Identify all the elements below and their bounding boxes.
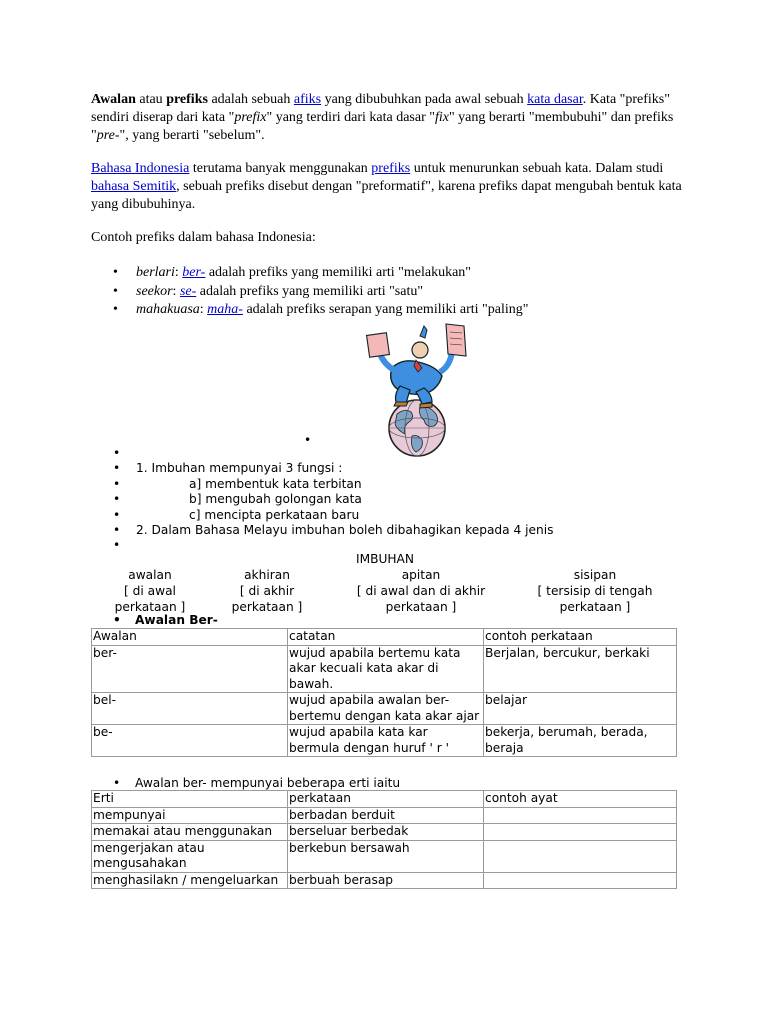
- text: yang dibubuhkan pada awal sebuah: [321, 92, 528, 107]
- bullet: •: [113, 613, 121, 627]
- text: untuk menurunkan sebuah kata. Dalam studi: [410, 161, 664, 176]
- italic-prefix: prefix: [234, 110, 267, 125]
- type-desc: [ di akhir: [239, 584, 295, 598]
- type-desc: [ di awal: [124, 584, 176, 598]
- link-kata-dasar[interactable]: kata dasar: [527, 92, 583, 107]
- text: atau: [135, 92, 167, 107]
- table-row: [92, 725, 677, 757]
- list-item-empty: • •: [91, 445, 553, 460]
- table-cell: wujud apabila kata kar bermula dengan huruf ' r ': [288, 725, 484, 757]
- table-header: contoh perkataan: [484, 629, 677, 646]
- heading-text: Awalan ber- mempunyai beberapa erti iaitu: [135, 776, 401, 790]
- table-cell: bekerja, berumah, berada, beraja: [484, 725, 677, 757]
- type-desc: perkataan ]: [559, 600, 631, 614]
- text: :: [174, 265, 183, 280]
- usage-paragraph: [91, 160, 691, 214]
- example-word: berlari: [136, 265, 175, 280]
- text: , sebuah prefiks disebut dengan "preformatif", karena prefiks dapat mengubah bentuk kata yang dibubuhinya.: [91, 179, 682, 212]
- term-prefiks: prefiks: [166, 92, 208, 107]
- link-afiks[interactable]: afiks: [293, 92, 322, 107]
- table-header: Awalan: [92, 629, 288, 646]
- table-cell: [484, 840, 677, 872]
- table-cell: wujud apabila bertemu kata akar kecuali kata akar di bawah.: [288, 645, 484, 693]
- example-word: mahakuasa: [136, 302, 200, 317]
- imbuhan-type-apitan: [340, 567, 502, 615]
- table-header: contoh ayat: [484, 791, 677, 808]
- table-header-row: [92, 791, 677, 808]
- example-word: seekor: [136, 283, 173, 299]
- table-cell: [484, 824, 677, 841]
- awalan-ber-heading: [113, 612, 218, 628]
- text: " yang berarti "membubuhi" dan prefiks ": [91, 110, 674, 143]
- table-header-row: [92, 629, 677, 646]
- erti-table: [91, 790, 677, 889]
- table-row: [92, 693, 677, 725]
- imbuhan-title: IMBUHAN: [355, 552, 414, 566]
- term-awalan: Awalan: [91, 92, 136, 107]
- clipart-man-on-globe: [362, 316, 474, 458]
- list-item: [91, 264, 528, 283]
- table-cell: be-: [92, 725, 288, 757]
- italic-fix: fix: [434, 110, 449, 125]
- type-desc: perkataan ]: [231, 600, 303, 614]
- table-cell: berseluar berbedak: [288, 824, 484, 841]
- link-prefix-maha[interactable]: maha-: [207, 302, 243, 317]
- table-cell: Berjalan, bercukur, berkaki: [484, 645, 677, 693]
- table-cell: [484, 872, 677, 889]
- bullet: •: [113, 776, 121, 790]
- type-desc: perkataan ]: [385, 600, 457, 614]
- table-cell: belajar: [484, 693, 677, 725]
- type-name: apitan: [401, 568, 441, 582]
- table-row: [92, 840, 677, 872]
- table-cell: ber-: [92, 645, 288, 693]
- link-bahasa-semitik[interactable]: bahasa Semitik: [91, 179, 177, 194]
- list-item: • 1. Imbuhan mempunyai 3 fungsi :: [91, 460, 553, 475]
- table-header: Erti: [92, 791, 288, 808]
- intro-paragraph: [91, 91, 691, 145]
- table-cell: berkebun bersawah: [288, 840, 484, 872]
- table-row: [92, 824, 677, 841]
- italic-pre: pre-: [96, 128, 120, 143]
- list-item: • b] mengubah golongan kata: [91, 491, 553, 506]
- awalan-table: [91, 628, 677, 757]
- list-item: • c] mencipta perkataan baru: [91, 507, 553, 522]
- examples-heading: Contoh prefiks dalam bahasa Indonesia:: [91, 230, 316, 245]
- table-cell: memakai atau menggunakan: [92, 824, 288, 841]
- table-cell: mempunyai: [92, 807, 288, 824]
- link-bahasa-indonesia[interactable]: Bahasa Indonesia: [91, 161, 190, 176]
- list-item: • a] membentuk kata terbitan: [91, 476, 553, 491]
- text: adalah prefiks yang memiliki arti "melakukan": [205, 265, 472, 280]
- table-cell: bel-: [92, 693, 288, 725]
- table-cell: menghasilakn / mengeluarkan: [92, 872, 288, 889]
- text: adalah prefiks serapan yang memiliki arti "paling": [242, 302, 529, 317]
- imbuhan-type-sisipan: [522, 567, 668, 615]
- link-prefix-se[interactable]: se-: [179, 283, 197, 299]
- table-cell: berbuah berasap: [288, 872, 484, 889]
- type-desc: perkataan ]: [114, 600, 186, 614]
- text: adalah prefiks yang memiliki arti "satu": [196, 283, 424, 299]
- fungsi-list: [91, 433, 554, 553]
- list-item: [91, 283, 528, 302]
- table-header: perkataan: [288, 791, 484, 808]
- type-desc: [ tersisip di tengah: [537, 584, 653, 598]
- text: terutama banyak menggunakan: [189, 161, 372, 176]
- list-item-empty: [91, 537, 553, 552]
- person-icon: [367, 324, 466, 408]
- examples-list: [91, 264, 528, 320]
- heading-text: Awalan Ber-: [135, 613, 218, 627]
- table-row: [92, 645, 677, 693]
- table-row: [92, 807, 677, 824]
- table-header: catatan: [288, 629, 484, 646]
- erti-heading: [113, 775, 400, 791]
- type-name: awalan: [128, 568, 172, 582]
- type-name: sisipan: [573, 568, 617, 582]
- link-prefiks[interactable]: prefiks: [371, 161, 411, 176]
- link-prefix-ber[interactable]: ber-: [182, 265, 206, 280]
- list-item: • 2. Dalam Bahasa Melayu imbuhan boleh dibahagikan kepada 4 jenis: [91, 522, 553, 537]
- text: :: [172, 283, 180, 299]
- type-name: akhiran: [244, 568, 290, 582]
- table-cell: mengerjakan atau mengusahakan: [92, 840, 288, 872]
- imbuhan-type-akhiran: [212, 567, 322, 615]
- type-desc: [ di awal dan di akhir: [356, 584, 486, 598]
- table-cell: [484, 807, 677, 824]
- text: adalah sebuah: [207, 92, 294, 107]
- text: " yang terdiri dari kata dasar ": [266, 110, 435, 125]
- text: ", yang berarti "sebelum".: [119, 128, 265, 143]
- table-row: [92, 872, 677, 889]
- imbuhan-type-awalan: [91, 567, 209, 615]
- table-cell: berbadan berduit: [288, 807, 484, 824]
- text: :: [199, 302, 208, 317]
- table-cell: wujud apabila awalan ber- bertemu dengan kata akar ajar: [288, 693, 484, 725]
- text: . Kata "prefiks" sendiri diserap dari kata ": [91, 92, 670, 125]
